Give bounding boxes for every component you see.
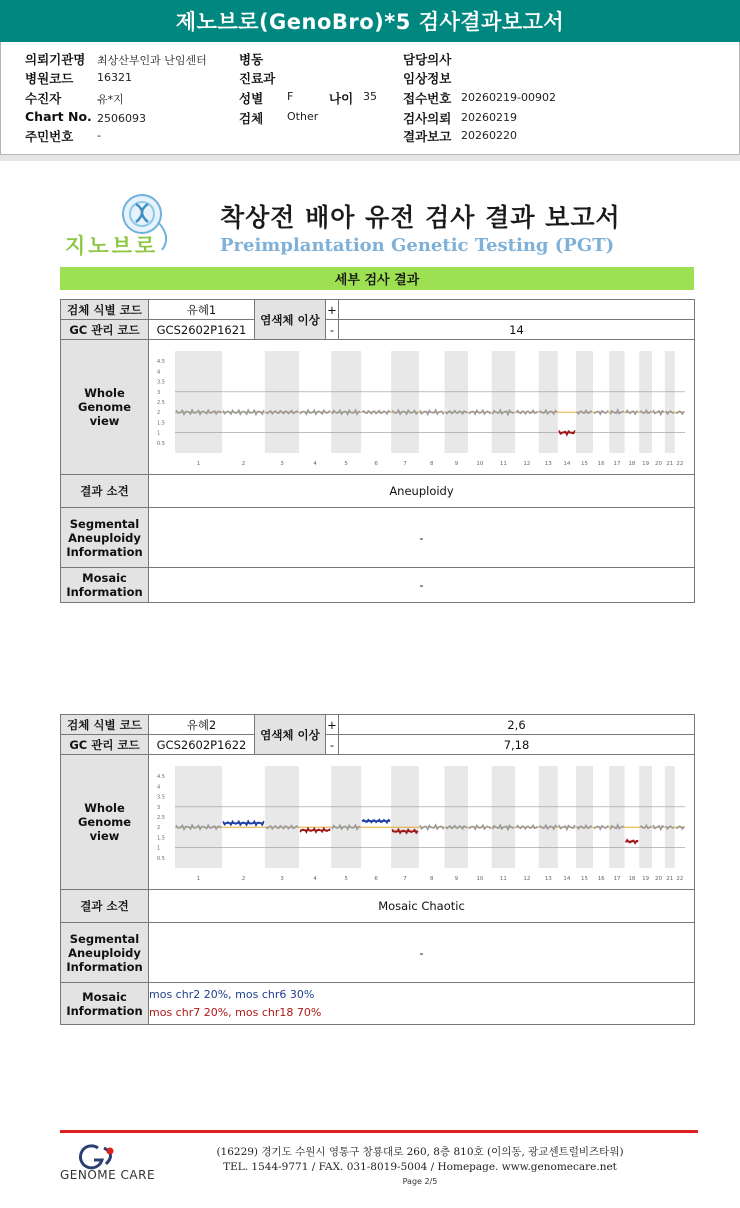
copy-number-trace — [420, 825, 444, 829]
whole-genome-chart-cell — [149, 340, 695, 475]
copy-number-trace — [653, 410, 664, 414]
seg-label-line1: Segmental — [69, 516, 140, 531]
specimen-label: 검체 — [239, 111, 264, 126]
chromosome-band — [639, 351, 652, 453]
chromosome-band — [331, 351, 361, 453]
wgv-label-line3: view — [89, 829, 120, 843]
sex-label: 성별 — [239, 91, 264, 106]
y-tick-label: 2.5 — [157, 814, 165, 821]
whole-genome-chart-cell — [149, 755, 695, 890]
genome-care-logo-icon — [62, 1142, 122, 1170]
x-tick-label: 8 — [429, 875, 434, 882]
wgv-label-line1: Whole — [84, 386, 125, 400]
segmental-label — [61, 923, 149, 983]
copy-number-trace — [516, 825, 538, 828]
x-tick-label: 17 — [613, 875, 621, 882]
sample-1-table — [60, 299, 695, 603]
x-tick-label: 14 — [563, 460, 571, 467]
x-tick-label: 11 — [499, 460, 507, 467]
hospital-code-label: 병원코드 — [25, 71, 74, 86]
x-tick-label: 10 — [476, 460, 484, 467]
x-tick-label: 20 — [654, 460, 662, 467]
mosaic-gain-text: - — [419, 578, 424, 592]
copy-number-trace — [223, 410, 264, 414]
hospital-code-value: 16321 — [97, 71, 132, 84]
copy-number-trace — [469, 825, 491, 829]
age-label: 나이 — [329, 91, 354, 106]
gain-value — [339, 300, 695, 320]
seg-label-line2: Aneuploidy — [68, 945, 141, 960]
loss-value: 7,18 — [339, 735, 695, 755]
y-tick-label: 1 — [157, 845, 161, 852]
y-tick-label: 3.5 — [157, 794, 165, 801]
x-tick-label: 1 — [196, 460, 201, 467]
x-tick-label: 18 — [628, 460, 636, 467]
request-date-value: 20260219 — [461, 111, 517, 124]
chromosome-band — [609, 766, 624, 868]
copy-number-trace — [420, 410, 444, 414]
age-value: 35 — [363, 90, 377, 103]
x-tick-label: 4 — [313, 460, 317, 467]
report-date-value: 20260220 — [461, 129, 517, 142]
sample-id-label: 검체 식별 코드 — [61, 300, 149, 320]
x-tick-label: 1 — [196, 875, 201, 882]
copy-number-trace — [653, 825, 664, 829]
patient-label: 수진자 — [25, 91, 62, 106]
x-tick-label: 21 — [666, 460, 674, 467]
chromosome-band — [576, 351, 593, 453]
footer-address-block — [180, 1145, 660, 1175]
chromosome-band — [492, 351, 516, 453]
mosaic-label — [61, 983, 149, 1025]
gc-code-value: GCS2602P1622 — [149, 735, 255, 755]
x-tick-label: 22 — [676, 460, 684, 467]
gain-value: 2,6 — [339, 715, 695, 735]
y-tick-label: 4.5 — [157, 773, 165, 780]
chromosome-band — [609, 351, 624, 453]
loss-sign: - — [326, 320, 339, 340]
separator-band — [0, 155, 740, 161]
chromosome-band — [445, 351, 469, 453]
chromosome-abnormality-label: 염색체 이상 — [255, 715, 326, 755]
x-tick-label: 5 — [344, 875, 348, 882]
y-tick-label: 1 — [157, 430, 161, 437]
copy-number-trace — [594, 410, 608, 414]
chromosome-band — [265, 351, 299, 453]
copy-number-trace — [626, 410, 639, 414]
copy-number-trace — [516, 410, 538, 413]
x-tick-label: 21 — [666, 875, 674, 882]
segmental-value: - — [149, 508, 695, 568]
x-tick-label: 17 — [613, 460, 621, 467]
chromosome-band — [492, 766, 516, 868]
y-tick-label: 4.5 — [157, 358, 165, 365]
segmental-label — [61, 508, 149, 568]
chromosome-band — [539, 351, 558, 453]
x-tick-label: 13 — [544, 460, 552, 467]
whole-genome-chart — [149, 341, 693, 474]
chart-no-value: 2506093 — [97, 112, 146, 125]
report-date-label: 결과보고 — [403, 129, 452, 144]
gain-sign: + — [326, 715, 339, 735]
seg-label-line1: Segmental — [69, 931, 140, 946]
y-tick-label: 0.5 — [157, 440, 165, 447]
mosaic-loss-text: mos chr7 20%, mos chr18 70% — [149, 1005, 322, 1019]
footer-address: (16229) 경기도 수원시 영통구 창룡대로 260, 8층 810호 (이의동, 광교센트럴비즈타워) — [216, 1146, 624, 1158]
x-tick-label: 18 — [628, 875, 636, 882]
x-tick-label: 22 — [676, 875, 684, 882]
receipt-no-value: 20260219-00902 — [461, 91, 556, 104]
gc-code-label: GC 관리 코드 — [61, 320, 149, 340]
institution-label: 의뢰기관명 — [25, 52, 86, 67]
x-tick-label: 15 — [580, 460, 588, 467]
mosaic-gain-text: mos chr2 20%, mos chr6 30% — [149, 987, 315, 1001]
chromosome-band — [576, 766, 593, 868]
receipt-no-label: 접수번호 — [403, 91, 452, 106]
sex-value: F — [287, 90, 294, 103]
chart-no-label: Chart No. — [25, 109, 92, 124]
request-date-label: 검사의뢰 — [403, 111, 452, 126]
genome-care-name: GENOME CARE — [60, 1168, 156, 1182]
x-tick-label: 9 — [454, 460, 459, 467]
y-tick-label: 0.5 — [157, 855, 165, 862]
copy-number-trace — [594, 825, 608, 829]
gain-sign: + — [326, 300, 339, 320]
x-tick-label: 6 — [374, 875, 378, 882]
x-tick-label: 15 — [580, 875, 588, 882]
mosaic-value — [149, 568, 695, 603]
specimen-value: Other — [287, 110, 319, 123]
sample-id-label: 검체 식별 코드 — [61, 715, 149, 735]
mos-label-line1: Mosaic — [82, 989, 127, 1004]
loss-sign: - — [326, 735, 339, 755]
x-tick-label: 10 — [476, 875, 484, 882]
report-header-title: 제노브로(GenoBro)*5 검사결과보고서 — [0, 0, 740, 42]
result-label: 결과 소견 — [61, 475, 149, 508]
chromosome-band — [391, 766, 419, 868]
page-number: Page 2/5 — [402, 1177, 438, 1186]
report-subtitle: Preimplantation Genetic Testing (PGT) — [220, 235, 615, 256]
seg-label-line2: Aneuploidy — [68, 530, 141, 545]
mos-label-line2: Information — [66, 1003, 143, 1018]
institution-value: 최상산부인과 난임센터 — [97, 54, 207, 67]
x-tick-label: 5 — [344, 460, 348, 467]
x-tick-label: 2 — [241, 875, 246, 882]
x-tick-label: 19 — [642, 875, 650, 882]
seg-label-line3: Information — [66, 544, 143, 559]
copy-number-trace — [300, 410, 330, 414]
x-tick-label: 14 — [563, 875, 571, 882]
id-number-label: 주민번호 — [25, 129, 74, 144]
result-label: 결과 소견 — [61, 890, 149, 923]
chromosome-band — [665, 766, 675, 868]
loss-value: 14 — [339, 320, 695, 340]
copy-number-trace — [469, 410, 491, 414]
result-value: Mosaic Chaotic — [149, 890, 695, 923]
segmental-value: - — [149, 923, 695, 983]
x-tick-label: 19 — [642, 460, 650, 467]
chromosome-band — [175, 351, 222, 453]
ward-label: 병동 — [239, 52, 264, 67]
sample-id-value: 유혜2 — [149, 715, 255, 735]
sample-id-value: 유혜1 — [149, 300, 255, 320]
footer-divider — [60, 1130, 698, 1133]
whole-genome-view-label — [61, 340, 149, 475]
report-title: 착상전 배아 유전 검사 결과 보고서 — [220, 203, 621, 232]
y-tick-label: 4 — [157, 368, 161, 375]
clinical-info-label: 임상정보 — [403, 71, 452, 86]
patient-info-box — [0, 42, 740, 155]
whole-genome-chart — [149, 756, 693, 889]
x-tick-label: 12 — [523, 460, 531, 467]
result-value: Aneuploidy — [149, 475, 695, 508]
mosaic-label — [61, 568, 149, 603]
chromosome-band — [445, 766, 469, 868]
x-tick-label: 7 — [403, 460, 407, 467]
wgv-label-line2: Genome — [77, 400, 132, 414]
y-tick-label: 3 — [157, 804, 161, 811]
dept-label: 진료과 — [239, 71, 276, 86]
y-tick-label: 4 — [157, 783, 161, 790]
y-tick-label: 1.5 — [157, 834, 165, 841]
chromosome-band — [639, 766, 652, 868]
wgv-label-line3: view — [89, 414, 120, 428]
x-tick-label: 12 — [523, 875, 531, 882]
chromosome-band — [265, 766, 299, 868]
id-number-value: - — [97, 129, 101, 142]
x-tick-label: 4 — [313, 875, 317, 882]
wgv-label-line1: Whole — [84, 801, 125, 815]
x-tick-label: 8 — [429, 460, 434, 467]
x-tick-label: 2 — [241, 460, 246, 467]
chromosome-band — [539, 766, 558, 868]
gc-code-value: GCS2602P1621 — [149, 320, 255, 340]
footer-contact: TEL. 1544-9771 / FAX. 031-8019-5004 / Homepage. www.genomecare.net — [223, 1161, 617, 1173]
whole-genome-view-label — [61, 755, 149, 890]
chromosome-band — [331, 766, 361, 868]
y-tick-label: 2 — [157, 409, 161, 416]
seg-label-line3: Information — [66, 959, 143, 974]
gc-code-label: GC 관리 코드 — [61, 735, 149, 755]
x-tick-label: 3 — [280, 875, 284, 882]
logo-text: 지노브로 — [65, 234, 159, 258]
x-tick-label: 16 — [597, 460, 605, 467]
wgv-label-line2: Genome — [77, 815, 132, 829]
section-title: 세부 검사 결과 — [60, 267, 694, 290]
chromosome-band — [175, 766, 222, 868]
chromosome-abnormality-label: 염색체 이상 — [255, 300, 326, 340]
x-tick-label: 9 — [454, 875, 459, 882]
sample-2-table — [60, 714, 695, 1025]
x-tick-label: 3 — [280, 460, 284, 467]
doctor-label: 담당의사 — [403, 52, 452, 67]
x-tick-label: 7 — [403, 875, 407, 882]
mosaic-value — [149, 983, 695, 1025]
y-tick-label: 3 — [157, 389, 161, 396]
mos-label-line2: Information — [66, 585, 143, 599]
x-tick-label: 11 — [499, 875, 507, 882]
x-tick-label: 20 — [654, 875, 662, 882]
x-tick-label: 6 — [374, 460, 378, 467]
patient-value: 유*지 — [97, 93, 124, 106]
y-tick-label: 3.5 — [157, 379, 165, 386]
mos-label-line1: Mosaic — [82, 571, 127, 585]
y-tick-label: 2.5 — [157, 399, 165, 406]
y-tick-label: 1.5 — [157, 419, 165, 426]
chromosome-band — [665, 351, 675, 453]
x-tick-label: 13 — [544, 875, 552, 882]
chromosome-band — [391, 351, 419, 453]
x-tick-label: 16 — [597, 875, 605, 882]
y-tick-label: 2 — [157, 824, 161, 831]
